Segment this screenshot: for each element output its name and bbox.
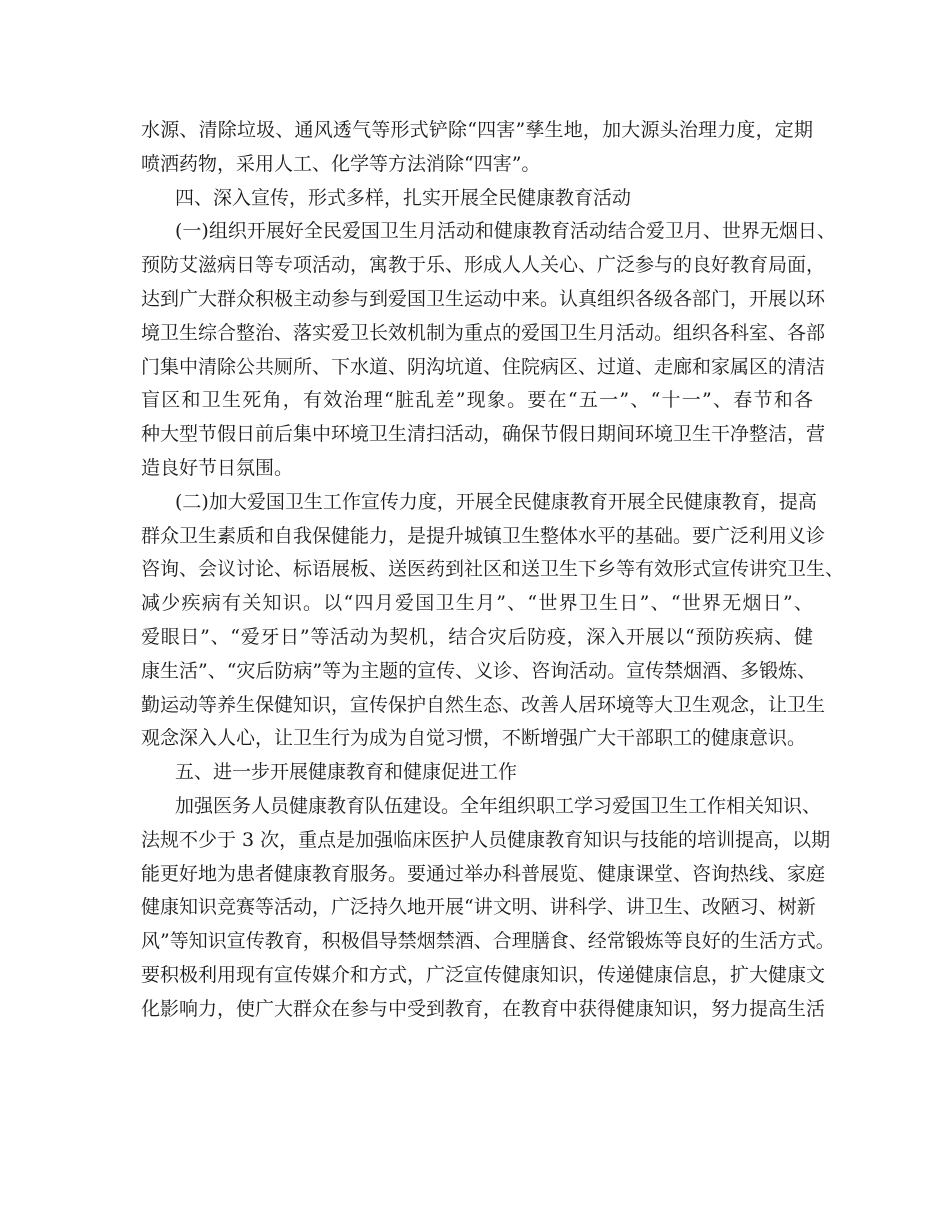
text-line: 化影响力，使广大群众在参与中受到教育，在教育中获得健康知识，努力提高生活: [141, 997, 826, 1020]
text-line: 种大型节假日前后集中环境卫生清扫活动，确保节假日期间环境卫生干净整洁，营: [141, 423, 826, 446]
text-line: 康生活”、“灾后防病”等为主题的宣传、义诊、咨询活动。宣传禁烟酒、多锻炼、: [141, 659, 817, 682]
text-line: 五、进一步开展健康教育和健康促进工作: [175, 761, 518, 784]
text-line: (二)加大爱国卫生工作宣传力度，开展全民健康教育开展全民健康教育，提高: [175, 490, 817, 513]
text-line: 减少疾病有关知识。以“四月爱国卫生月”、“世界卫生日”、“世界无烟日”、: [141, 592, 813, 615]
document-body: [141, 114, 845, 1027]
text-line: 预防艾滋病日等专项活动，寓教于乐、形成人人关心、广泛参与的良好教育局面，: [141, 254, 826, 277]
text-line: 爱眼日”、“爱牙日”等活动为契机，结合灾后防疫，深入开展以“预防疾病、健: [141, 625, 813, 648]
text-line: 四、深入宣传，形式多样，扎实开展全民健康教育活动: [175, 186, 632, 209]
text-line: 咨询、会议讨论、标语展板、送医药到社区和送卫生下乡等有效形式宣传讲究卫生、: [141, 558, 845, 581]
text-line: (一)组织开展好全民爱国卫生月活动和健康教育活动结合爱卫月、世界无烟日、: [175, 220, 836, 243]
text-line: 观念深入人心，让卫生行为成为自觉习惯，不断增强广大干部职工的健康意识。: [141, 727, 807, 750]
text-line: 风”等知识宣传教育，积极倡导禁烟禁酒、合理膳食、经常锻炼等良好的生活方式。: [141, 930, 835, 953]
text-line: 境卫生综合整治、落实爱卫长效机制为重点的爱国卫生月活动。组织各科室、各部: [141, 321, 826, 344]
text-line: 健康知识竞赛等活动，广泛持久地开展“讲文明、讲科学、讲卫生、改陋习、树新: [141, 896, 816, 919]
text-line: 门集中清除公共厕所、下水道、阴沟坑道、住院病区、过道、走廊和家属区的清洁: [141, 355, 826, 378]
text-line: 法规不少于 3 次，重点是加强临床医护人员健康教育知识与技能的培训提高，以期: [141, 828, 831, 851]
text-line: 加强医务人员健康教育队伍建设。全年组织职工学习爱国卫生工作相关知识、: [175, 794, 822, 817]
text-line: 勤运动等养生保健知识，宣传保护自然生态、改善人居环境等大卫生观念，让卫生: [141, 693, 826, 716]
text-line: 喷洒药物，采用人工、化学等方法消除“四害”。: [141, 152, 541, 175]
text-line: 达到广大群众积极主动参与到爱国卫生运动中来。认真组织各级各部门，开展以环: [141, 287, 826, 310]
text-line: 要积极利用现有宣传媒介和方式，广泛宣传健康知识，传递健康信息，扩大健康文: [141, 963, 826, 986]
text-line: 水源、清除垃圾、通风透气等形式铲除“四害”孳生地，加大源头治理力度，定期: [141, 119, 813, 141]
text-line: 能更好地为患者健康教育服务。要通过举办科普展览、健康课堂、咨询热线、家庭: [141, 862, 826, 885]
text-line: 群众卫生素质和自我保健能力，是提升城镇卫生整体水平的基础。要广泛利用义诊: [141, 524, 826, 547]
text-line: 造良好节日氛围。: [141, 456, 294, 479]
text-line: 盲区和卫生死角，有效治理“脏乱差”现象。要在“五一”、“十一”、春节和各: [141, 389, 813, 412]
